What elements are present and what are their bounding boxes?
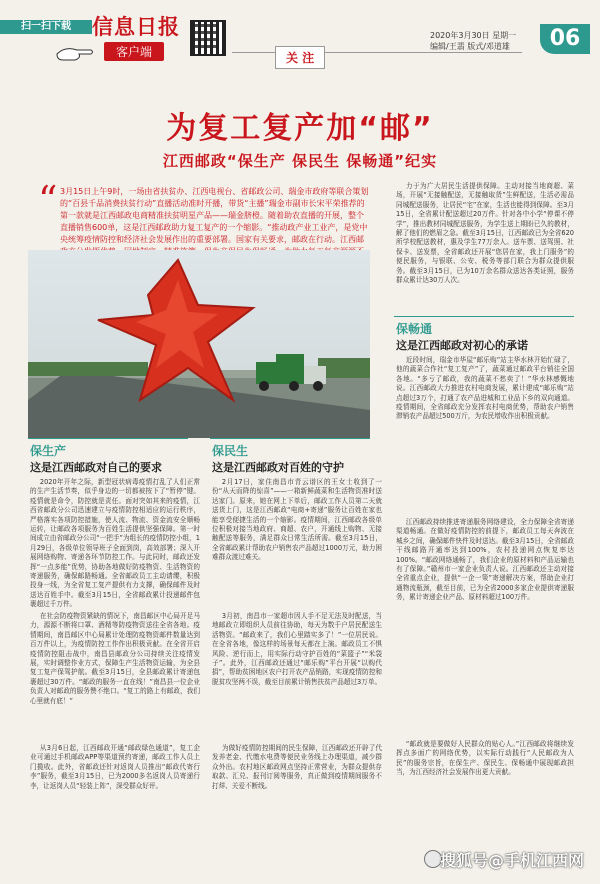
section-body: 从3月6日起，江西邮政开通“邮政绿色通道”，复工企业可通过手机邮政APP等渠道预约寄递，邮政工作人员上门揽收。此外，省邮政还针对返岗人员推出“邮政代寄行李”服务，截至3月15日，已为2000多名返岗人员寄递行李，让返岗人员“轻装上阵”，深受群众好评。 — [30, 744, 200, 790]
pointing-hand-icon — [55, 40, 95, 64]
section-body: 近段时间，瑞金市华屋“邮乐购”站主华水林开始忙碌了，他的蔬菜合作社“复工复产”了，蔬菜通过邮政平台销往全国各地。“多亏了邮政，我的蔬菜不愁卖了！”华水林感慨地说。江西邮政大力推进农村电商发展，累计建成“邮乐购”站点超过3万个，打通了农产品进城和工业品下乡的双向通道。疫情期间，全省邮政充分发挥农村电商优势，帮助农户销售滞销农产品超过500万斤，为农民增收作出积极贡献。 — [396, 356, 574, 421]
section-label: 保畅通 — [396, 322, 433, 336]
section-divider — [28, 438, 188, 439]
right-column-intro: 力于为广大居民生活提供保障。主动对接当地商超、菜场，开展“无接触配送，无接触取货”生鲜配送，生活必需品同城配送服务，让居民“宅”在家，生活也能得到保障。至3月15日，全省累计配送超过20万件。针对各中小学“停课不停学”，推出教材同城配送服务，为学生送上期盼已久的教材，解了他们的燃眉之急。截至3月15日，江西邮政已为全省620所学校配送教材，惠及学生77万余人。送车票、送驾照、社保卡、送发票，全省邮政还开展“您居在家，我上门服务”的便民服务，与银联、公安、税务等部门联合为群众提供服务。截至3月15日，已为10万余名群众送达各类证照，服务群众累计达30万人次。 — [396, 182, 574, 285]
issue-date: 2020年3月30日 星期一 — [430, 31, 517, 40]
section-body: 为做好疫情防控期间的民生保障，江西邮政还开辟了代发养老金、代缴水电费等便民业务线上办理渠道，减少群众外出。农村地区邮政网点坚持正常营业，为群众提供存取款、汇兑、报刊订阅等服务，真正做到疫情期间服务不打烊、关爱不断线。 — [212, 744, 382, 790]
qr-code-pattern — [194, 24, 218, 48]
editor-credits: 编辑/王翡 版式/邓道雄 — [430, 42, 510, 51]
section-body: 江西邮政持续推进寄递服务网络建设，全力保障全省寄递渠道畅通。在做好疫情防控的前提下，邮政员工每天奔波在城乡之间，确保邮件快件及时送达。截至3月15日，全省邮政干线邮路开通率达到100%，农村投递网点恢复率达100%。“邮政网络通畅了，我们企业的原材料和产品运输也有了保障。”赣州市一家企业负责人说。江西邮政还主动对接全省重点企业，提供“一企一策”寄递解决方案，帮助企业打通物流瓶颈，截至目前，已为全省2000多家企业提供寄递服务，累计寄递企业产品、原材料超过100万件。 — [396, 518, 574, 602]
section-headline: 这是江西邮政对百姓的守护 — [212, 461, 344, 474]
scan-download-label: 扫一扫下载 — [0, 20, 92, 34]
section-body: “邮政就是要做好人民群众的贴心人。”江西邮政将继续发挥点多面广的网络优势，以实际行动践行“人民邮政为人民”的服务宗旨，在保生产、保民生、保畅通中展现邮政担当，为江西经济社会发展作出更大贡献。 — [396, 740, 574, 777]
section-body: 在社会防疫物资紧缺的情况下，南昌邮区中心局开足马力，源源不断将口罩、酒精等防疫物资送往全省各地。疫情期间，南昌邮区中心局累计处理防疫物资邮件数量达到百万件以上，为疫情防控工作作出积极贡献。在全省开启疫情防控阻击战中，南昌县邮政分公司持续关注疫情发展，实时调整作业方式，保障生产生活物资运输，为全县复工复产保驾护航。截至3月15日，全县邮政累计寄递包裹超过30万件。“邮政的服务一直在线！”南昌县一位企业负责人对邮政的服务赞不绝口。“复工的路上有邮政，我们心里就有底！” — [30, 612, 200, 705]
monument-photo — [28, 250, 370, 438]
section-label: 保生产 — [30, 444, 67, 458]
section-headline: 这是江西邮政对自己的要求 — [30, 461, 162, 474]
section-body: 2020年开年之际，新型冠状病毒疫情打乱了人们正常的生产生活节奏，似乎身边的一切都被按下了“暂停”键。疫情就是命令，防控就是责任。面对突如其来的疫情，江西省邮政分公司迅速建立与疫情防控相适应的运行秩序，严格落实各项防控措施，使人流、物流、资金流安全顺畅运转，让邮政各项服务为百姓生活提供坚强保障。第一时间成立由省邮政分公司“一把手”为组长的疫情防控小组，1月29日，各级单位领导班子全面到岗，高效部署；深入开展网络购物、寄递各环节防控工作。与此同时，邮政还发挥“一点多能”优势，协助各地做好防疫物资、生活物资的寄递服务，确保邮路畅通。全省邮政员工主动请缨，积极投身一线，为全省复工复产提供有力支撑，确保邮件及时送达百姓手中。截至3月15日，全省邮政累计投递邮件包裹超过千万件。 — [30, 478, 200, 609]
section-tag: 关 注 — [275, 46, 325, 69]
paper-name: 信息日报 — [92, 14, 180, 39]
section-body: 3月初，南昌市一家超市因人手不足无法及时配送，当地邮政立即组织人员前往协助，每天为数千户居民配送生活物资。“邮政来了，我们心里踏实多了！”一位居民说。在全省各地，像这样的场景每天都在上演。邮政员工不惧风险、逆行而上，用实际行动守护百姓的“菜篮子”“米袋子”。此外，江西邮政还通过“邮乐购”平台开展“以购代捐”，帮助贫困地区农户打开农产品销路，实现疫情防控和脱贫攻坚两不误，截至目前累计销售扶贫产品超过3万单。 — [212, 612, 382, 686]
headline: 为复工复产加“邮” — [166, 111, 434, 146]
section-headline: 这是江西邮政对初心的承诺 — [396, 339, 528, 352]
section-divider — [394, 316, 574, 317]
page-number: 06 — [540, 24, 590, 54]
section-label: 保民生 — [212, 444, 249, 458]
quote-mark-icon: “ — [38, 178, 58, 222]
section-divider — [210, 438, 370, 439]
watermark: 搜狐号@手机江西网 — [440, 851, 585, 870]
subheadline: 江西邮政“保生产 保民生 保畅通”纪实 — [162, 152, 438, 170]
section-body: 2月17日，家住南昌市青云谱区的王女士收到了一份“从天而降的惊喜”——一箱新鲜蔬菜和生活物资准时送达家门。原来，她在网上下单后，邮政工作人员第二天就送货上门，这是江西邮政“电商+寄递”服务让百姓在家也能享受便捷生活的一个缩影。疫情期间，江西邮政各级单位积极对接当地政府、商超、农户，开通线上购物、无接触配送等服务，满足群众日常生活所需。截至3月15日，全省邮政累计帮助农户销售农产品超过1000万元，助力困难群众渡过难关。 — [212, 478, 382, 562]
client-label[interactable]: 客户端 — [104, 42, 164, 61]
lead-paragraph: 3月15日上午9时，一场由省扶贫办、江西电视台、省邮政公司、瑞金市政府等联合策划的“百县千品消费扶贫行动”直播活动准时开播，带货“主播”瑞金市副市长宋平荣推荐的第一款就是江西邮政电商精准扶贫明星产品——瑞金脐橙。随着助农直播的开展，整个直播销售600单，这是江西邮政助力复工复产的一个缩影。“推动政产业工业产，是党中央统筹疫情防控和经济社会发展作出的重要部署。国家有关要求，邮政在行动。江西邮 — [60, 187, 369, 244]
